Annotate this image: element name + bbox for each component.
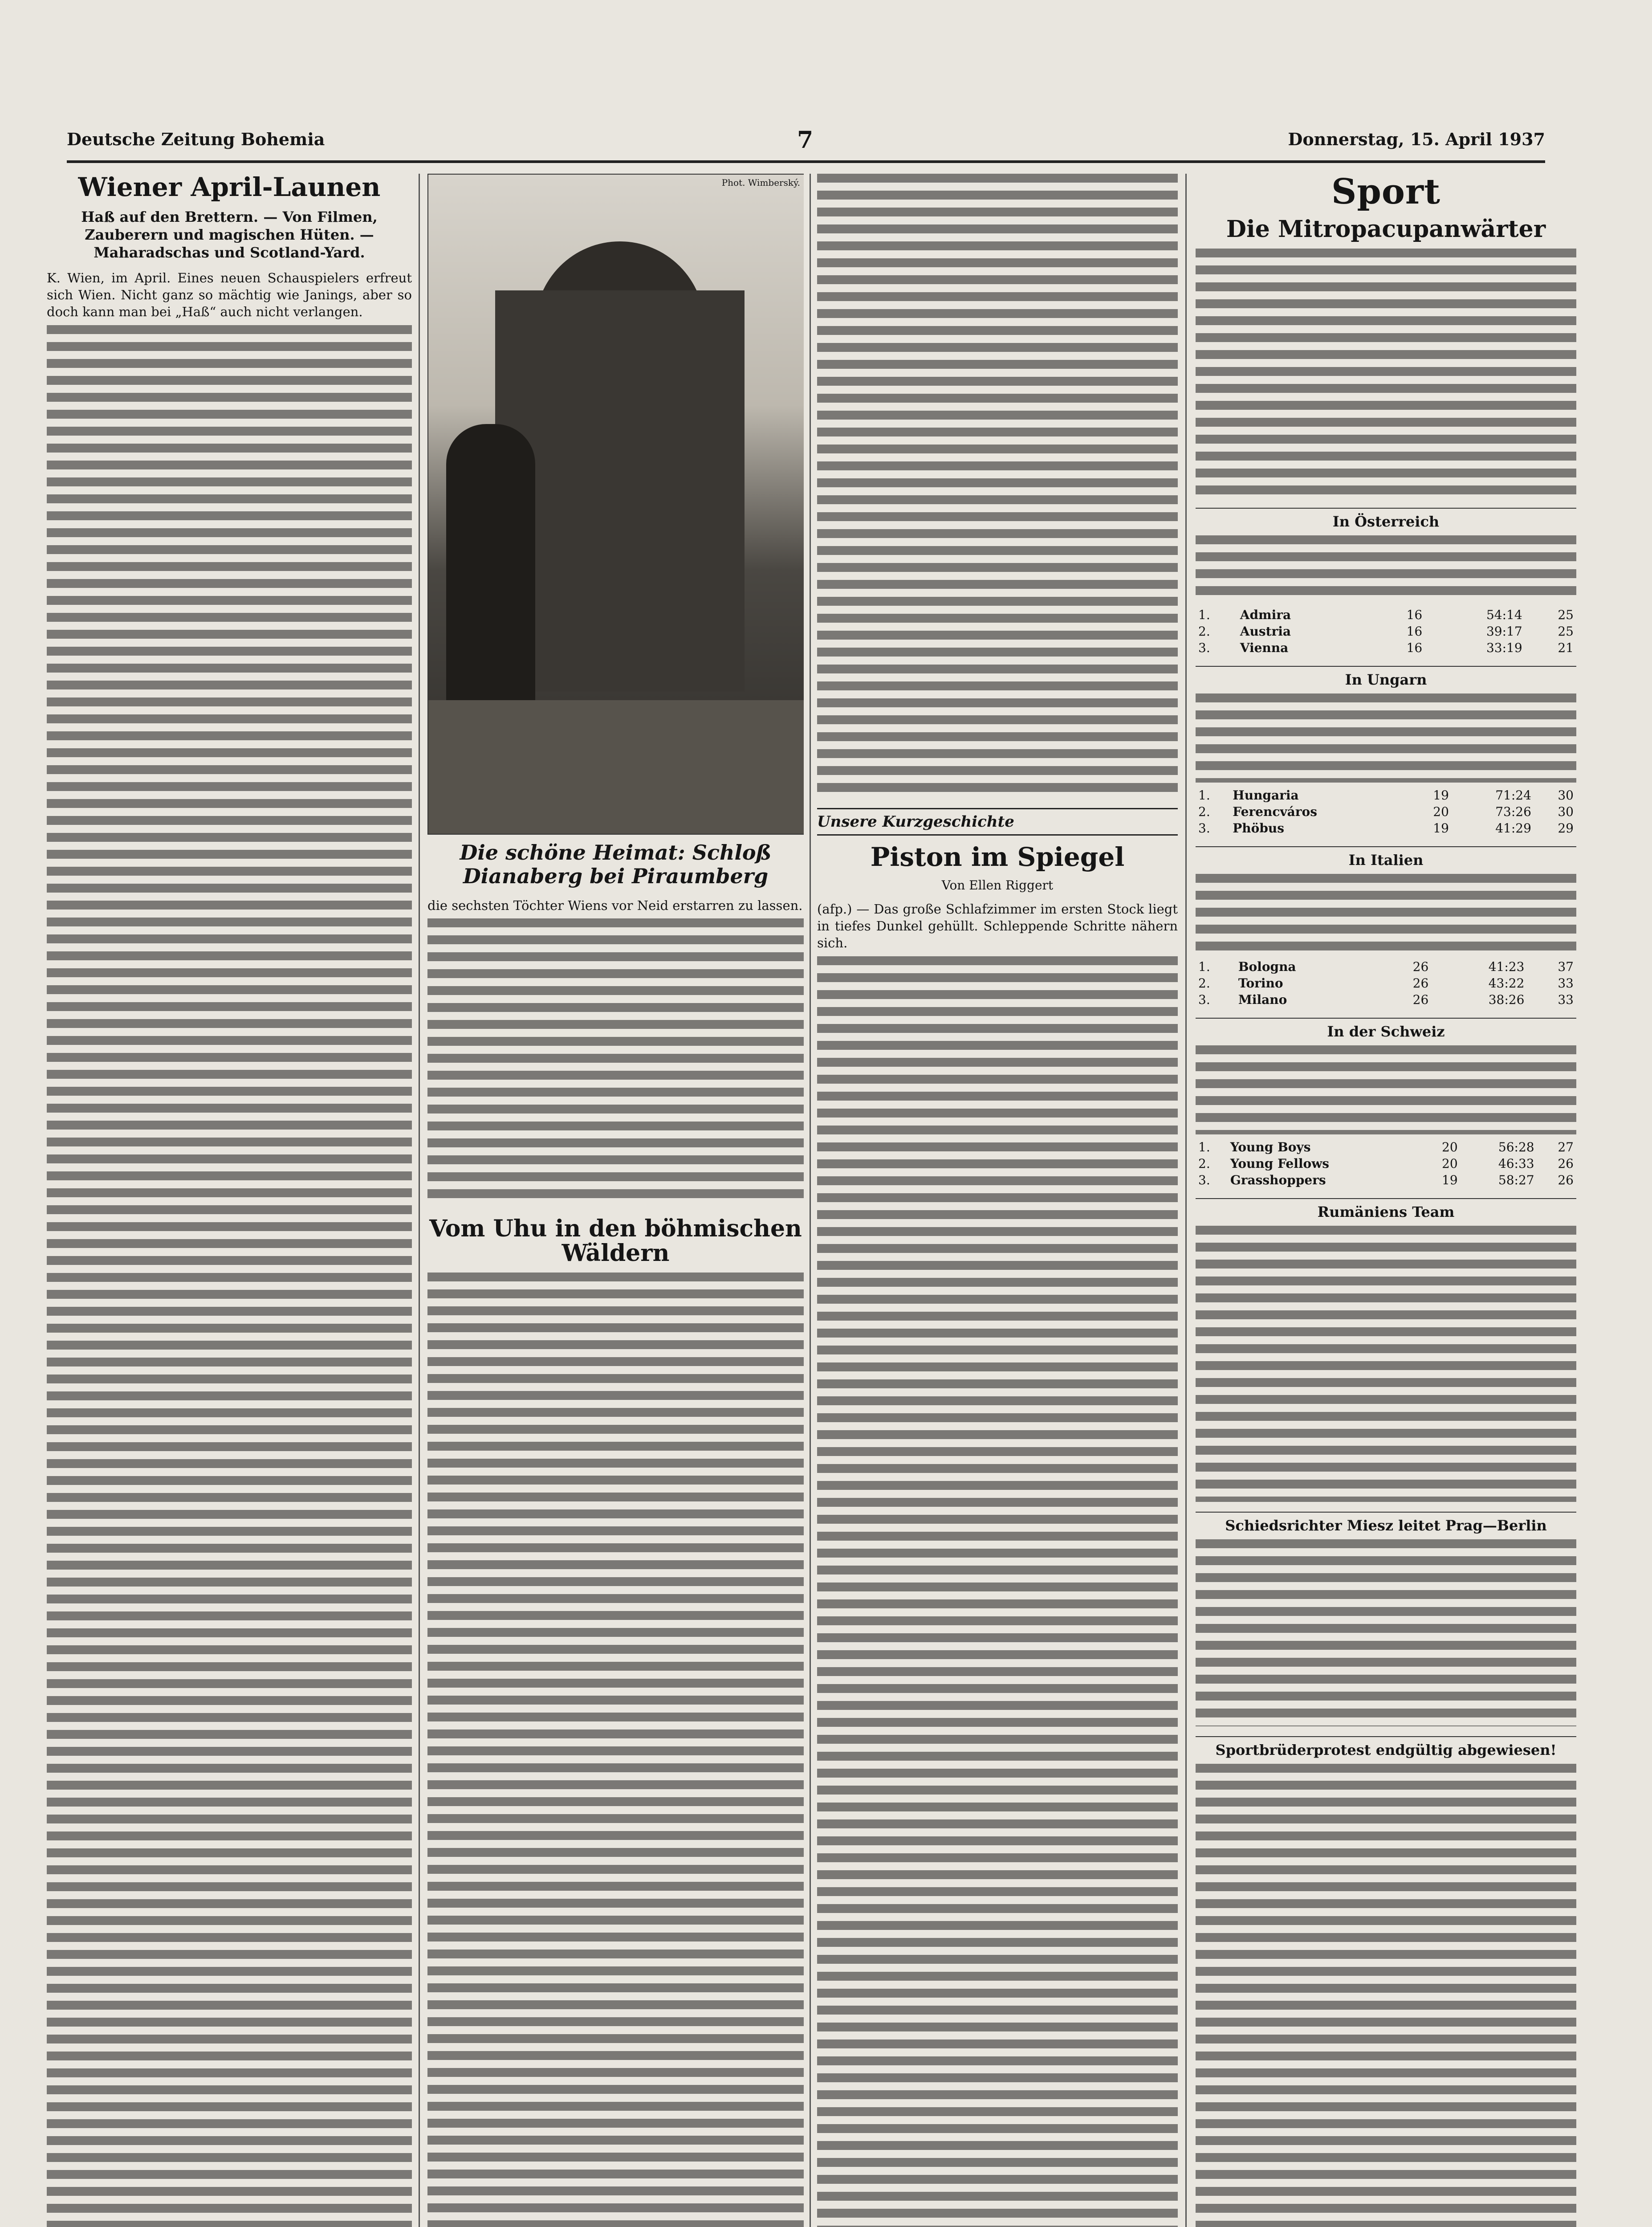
goals: 38:26 [1488,992,1525,1007]
games: 20 [1442,1140,1458,1155]
rank: 2. [1198,804,1210,820]
ground-shape [428,700,804,834]
short-story-column [817,174,1178,2227]
team-name: Young Boys [1230,1140,1311,1155]
continued-body-text [427,918,804,1203]
team-name: Ferencváros [1233,804,1317,820]
team-name: Hungaria [1233,788,1299,803]
italy-text [1196,874,1576,954]
games: 16 [1406,608,1423,623]
goals: 41:29 [1495,821,1531,836]
photo-and-uhu-column [427,174,804,2227]
subhead-referee: Schiedsrichter Miesz leitet Prag—Berlin [1196,1512,1576,1534]
subhead-austria: In Österreich [1196,508,1576,530]
uhu-headline: Vom Uhu in den böhmischen Wäldern [429,1215,802,1267]
column-divider [419,174,420,2227]
goals: 73:26 [1495,804,1531,820]
subhead-romania: Rumäniens Team [1196,1198,1576,1220]
table-row [1196,787,1576,804]
team-name: Admira [1240,608,1291,623]
points: 26 [1558,1156,1574,1171]
team-name: Torino [1238,976,1283,991]
rank: 2. [1198,624,1210,639]
team-name: Bologna [1238,959,1296,975]
points: 33 [1558,992,1574,1007]
team-name: Grasshoppers [1230,1173,1326,1188]
protest-text [1196,1764,1576,2227]
subhead-italy: In Italien [1196,846,1576,869]
story-opening: (afp.) — Das große Schlafzimmer im ersten Stock liegt in tiefes Dunkel gehüllt. Schleppende Schritte nähern sich. [817,901,1178,951]
games: 16 [1406,624,1423,639]
points: 26 [1558,1173,1574,1188]
goals: 58:27 [1498,1173,1534,1188]
table-row [1196,991,1576,1008]
games: 20 [1442,1156,1458,1171]
table-row [1196,804,1576,820]
mitropacup-headline: Die Mitropacupanwärter [1226,215,1546,243]
rank: 1. [1198,788,1210,803]
hungary-text [1196,693,1576,783]
austria-text [1196,535,1576,602]
rank: 1. [1198,608,1210,623]
goals: 41:23 [1488,959,1525,975]
points: 25 [1558,624,1574,639]
table-row [1196,607,1576,623]
uhu-body-text [427,1273,804,2227]
team-name: Phöbus [1233,821,1285,836]
article-body-text [47,325,412,2227]
article-headline: Wiener April-Launen [78,174,381,202]
goals: 46:33 [1498,1156,1534,1171]
points: 33 [1558,976,1574,991]
goals: 33:19 [1486,640,1522,656]
article-wiener-april-launen [47,174,412,2227]
issue-date: Donnerstag, 15. April 1937 [1288,129,1545,149]
rank: 1. [1198,959,1210,975]
castle-photo [427,174,804,835]
header-rule [67,160,1545,163]
continued-uhu-text [817,174,1178,797]
page-number: 7 [797,126,814,154]
photo-caption: Die schöne Heimat: Schloß Dianaberg bei Piraumberg [460,840,772,888]
story-byline: Von Ellen Riggert [941,877,1054,893]
story-body-text [817,956,1178,2227]
goals: 54:14 [1486,608,1522,623]
table-row [1196,820,1576,836]
goals: 71:24 [1495,788,1531,803]
referee-text [1196,1539,1576,1726]
table-row [1196,1139,1576,1155]
newspaper-name: Deutsche Zeitung Bohemia [67,129,325,149]
table-row [1196,1155,1576,1172]
continued-text: die sechsten Töchter Wiens vor Neid erstarren zu lassen. [427,897,803,913]
rank: 3. [1198,640,1210,656]
sport-column [1196,174,1576,2227]
rank: 3. [1198,992,1210,1007]
romania-text [1196,1226,1576,1502]
games: 26 [1412,959,1429,975]
article-opening: K. Wien, im April. Eines neuen Schauspielers erfreut sich Wien. Nicht ganz so mächtig wie Janings, aber so doch kann man bei „Haß“ auch nicht verlangen. [47,270,412,320]
games: 16 [1406,640,1423,656]
goals: 56:28 [1498,1140,1534,1155]
team-name: Young Fellows [1230,1156,1330,1171]
rank: 3. [1198,1173,1210,1188]
standings-table-hungary [1196,787,1576,836]
games: 19 [1442,1173,1458,1188]
table-row [1196,1172,1576,1188]
table-row [1196,640,1576,656]
games: 26 [1412,992,1429,1007]
column-divider [810,174,811,2227]
team-name: Milano [1238,992,1287,1007]
games: 26 [1412,976,1429,991]
subhead-protest: Sportbrüderprotest endgültig abgewiesen! [1196,1736,1576,1758]
table-row [1196,959,1576,975]
points: 30 [1558,804,1574,820]
goals: 43:22 [1488,976,1525,991]
switzerland-text [1196,1045,1576,1134]
section-label: Unsere Kurzgeschichte [817,808,1178,836]
photo-credit: Phot. Wimberský. [721,177,800,188]
table-row [1196,975,1576,991]
story-title: Piston im Spiegel [870,842,1125,872]
points: 27 [1558,1140,1574,1155]
points: 25 [1558,608,1574,623]
points: 21 [1558,640,1574,656]
games: 19 [1433,821,1449,836]
mitropacup-intro-text [1196,249,1576,498]
subhead-switzerland: In der Schweiz [1196,1018,1576,1040]
team-name: Austria [1240,624,1291,639]
rank: 2. [1198,1156,1210,1171]
rank: 1. [1198,1140,1210,1155]
standings-table-italy [1196,959,1576,1008]
sport-section-title: Sport [1331,174,1441,212]
column-divider [1185,174,1187,2227]
page-header [67,126,1545,160]
goals: 39:17 [1486,624,1522,639]
table-row [1196,623,1576,640]
standings-table-switzerland [1196,1139,1576,1188]
points: 30 [1558,788,1574,803]
games: 20 [1433,804,1449,820]
standings-table-austria [1196,607,1576,656]
rank: 3. [1198,821,1210,836]
article-deck: Haß auf den Brettern. — Von Filmen, Zauberern und magischen Hüten. — Maharadschas und Scotland-Yard. [81,208,378,261]
points: 29 [1558,821,1574,836]
rank: 2. [1198,976,1210,991]
subhead-hungary: In Ungarn [1196,666,1576,688]
games: 19 [1433,788,1449,803]
points: 37 [1558,959,1574,975]
team-name: Vienna [1240,640,1289,656]
